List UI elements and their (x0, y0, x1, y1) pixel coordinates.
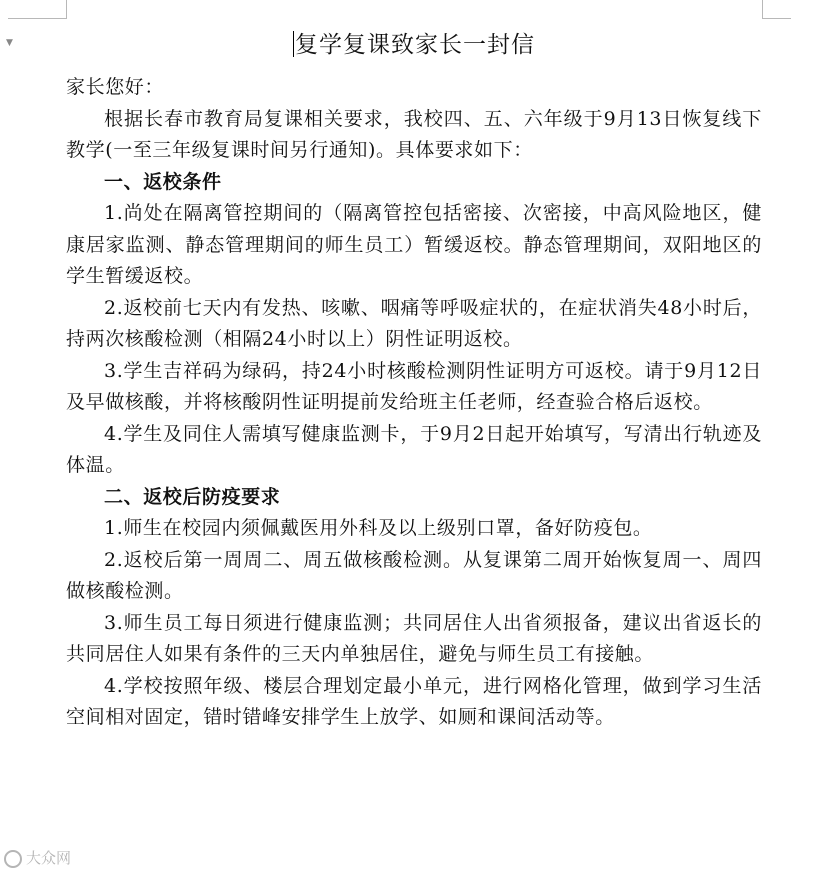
list-item: 2.返校后第一周周二、周五做核酸检测。从复课第二周开始恢复周一、周四做核酸检测。 (66, 548, 762, 602)
collapse-arrow-icon[interactable]: ▼ (6, 38, 13, 48)
greeting: 家长您好： (66, 76, 165, 98)
list-item: 3.学生吉祥码为绿码，持24小时核酸检测阴性证明方可返校。请于9月12日及早做核酸，并将核酸阴性证明提前发给班主任老师，经查验合格后返校。 (66, 359, 762, 413)
list-item: 3.师生员工每日须进行健康监测；共同居住人出省须报备，建议出省返长的共同居住人如果有条件的三天内单独居住，避免与师生员工有接触。 (66, 611, 762, 665)
list-item: 4.学校按照年级、楼层合理划定最小单元，进行网格化管理，做到学习生活空间相对固定，错时错峰安排学生上放学、如厕和课间活动等。 (66, 674, 762, 728)
watermark: 大众网 (4, 847, 71, 868)
document-title: 复学复课致家长一封信 (295, 32, 535, 58)
list-item: 4.学生及同住人需填写健康监测卡，于9月2日起开始填写，写清出行轨迹及体温。 (66, 422, 762, 476)
document-page[interactable] (66, 28, 762, 734)
list-item: 2.返校前七天内有发热、咳嗽、咽痛等呼吸症状的，在症状消失48小时后，持两次核酸检测（相隔24小时以上）阴性证明返校。 (66, 296, 762, 350)
list-item: 1.师生在校园内须佩戴医用外科及以上级别口罩，备好防疫包。 (104, 517, 653, 539)
section-heading-return-conditions: 一、返校条件 (104, 170, 222, 193)
list-item: 1.尚处在隔离管控期间的（隔离管控包括密接、次密接，中高风险地区，健康居家监测、静态管理期间的师生员工）暂缓返校。静态管理期间，双阳地区的学生暂缓返校。 (66, 202, 762, 287)
intro-paragraph: 根据长春市教育局复课相关要求，我校四、五、六年级于9月13日恢复线下教学(一至三年级复课时间另行通知)。具体要求如下： (66, 107, 762, 161)
section-heading-prevention: 二、返校后防疫要求 (104, 485, 281, 508)
text-cursor (293, 31, 294, 57)
watermark-logo-icon (4, 850, 22, 868)
margin-corner-top-right (762, 0, 791, 19)
margin-corner-top-left (8, 0, 67, 19)
